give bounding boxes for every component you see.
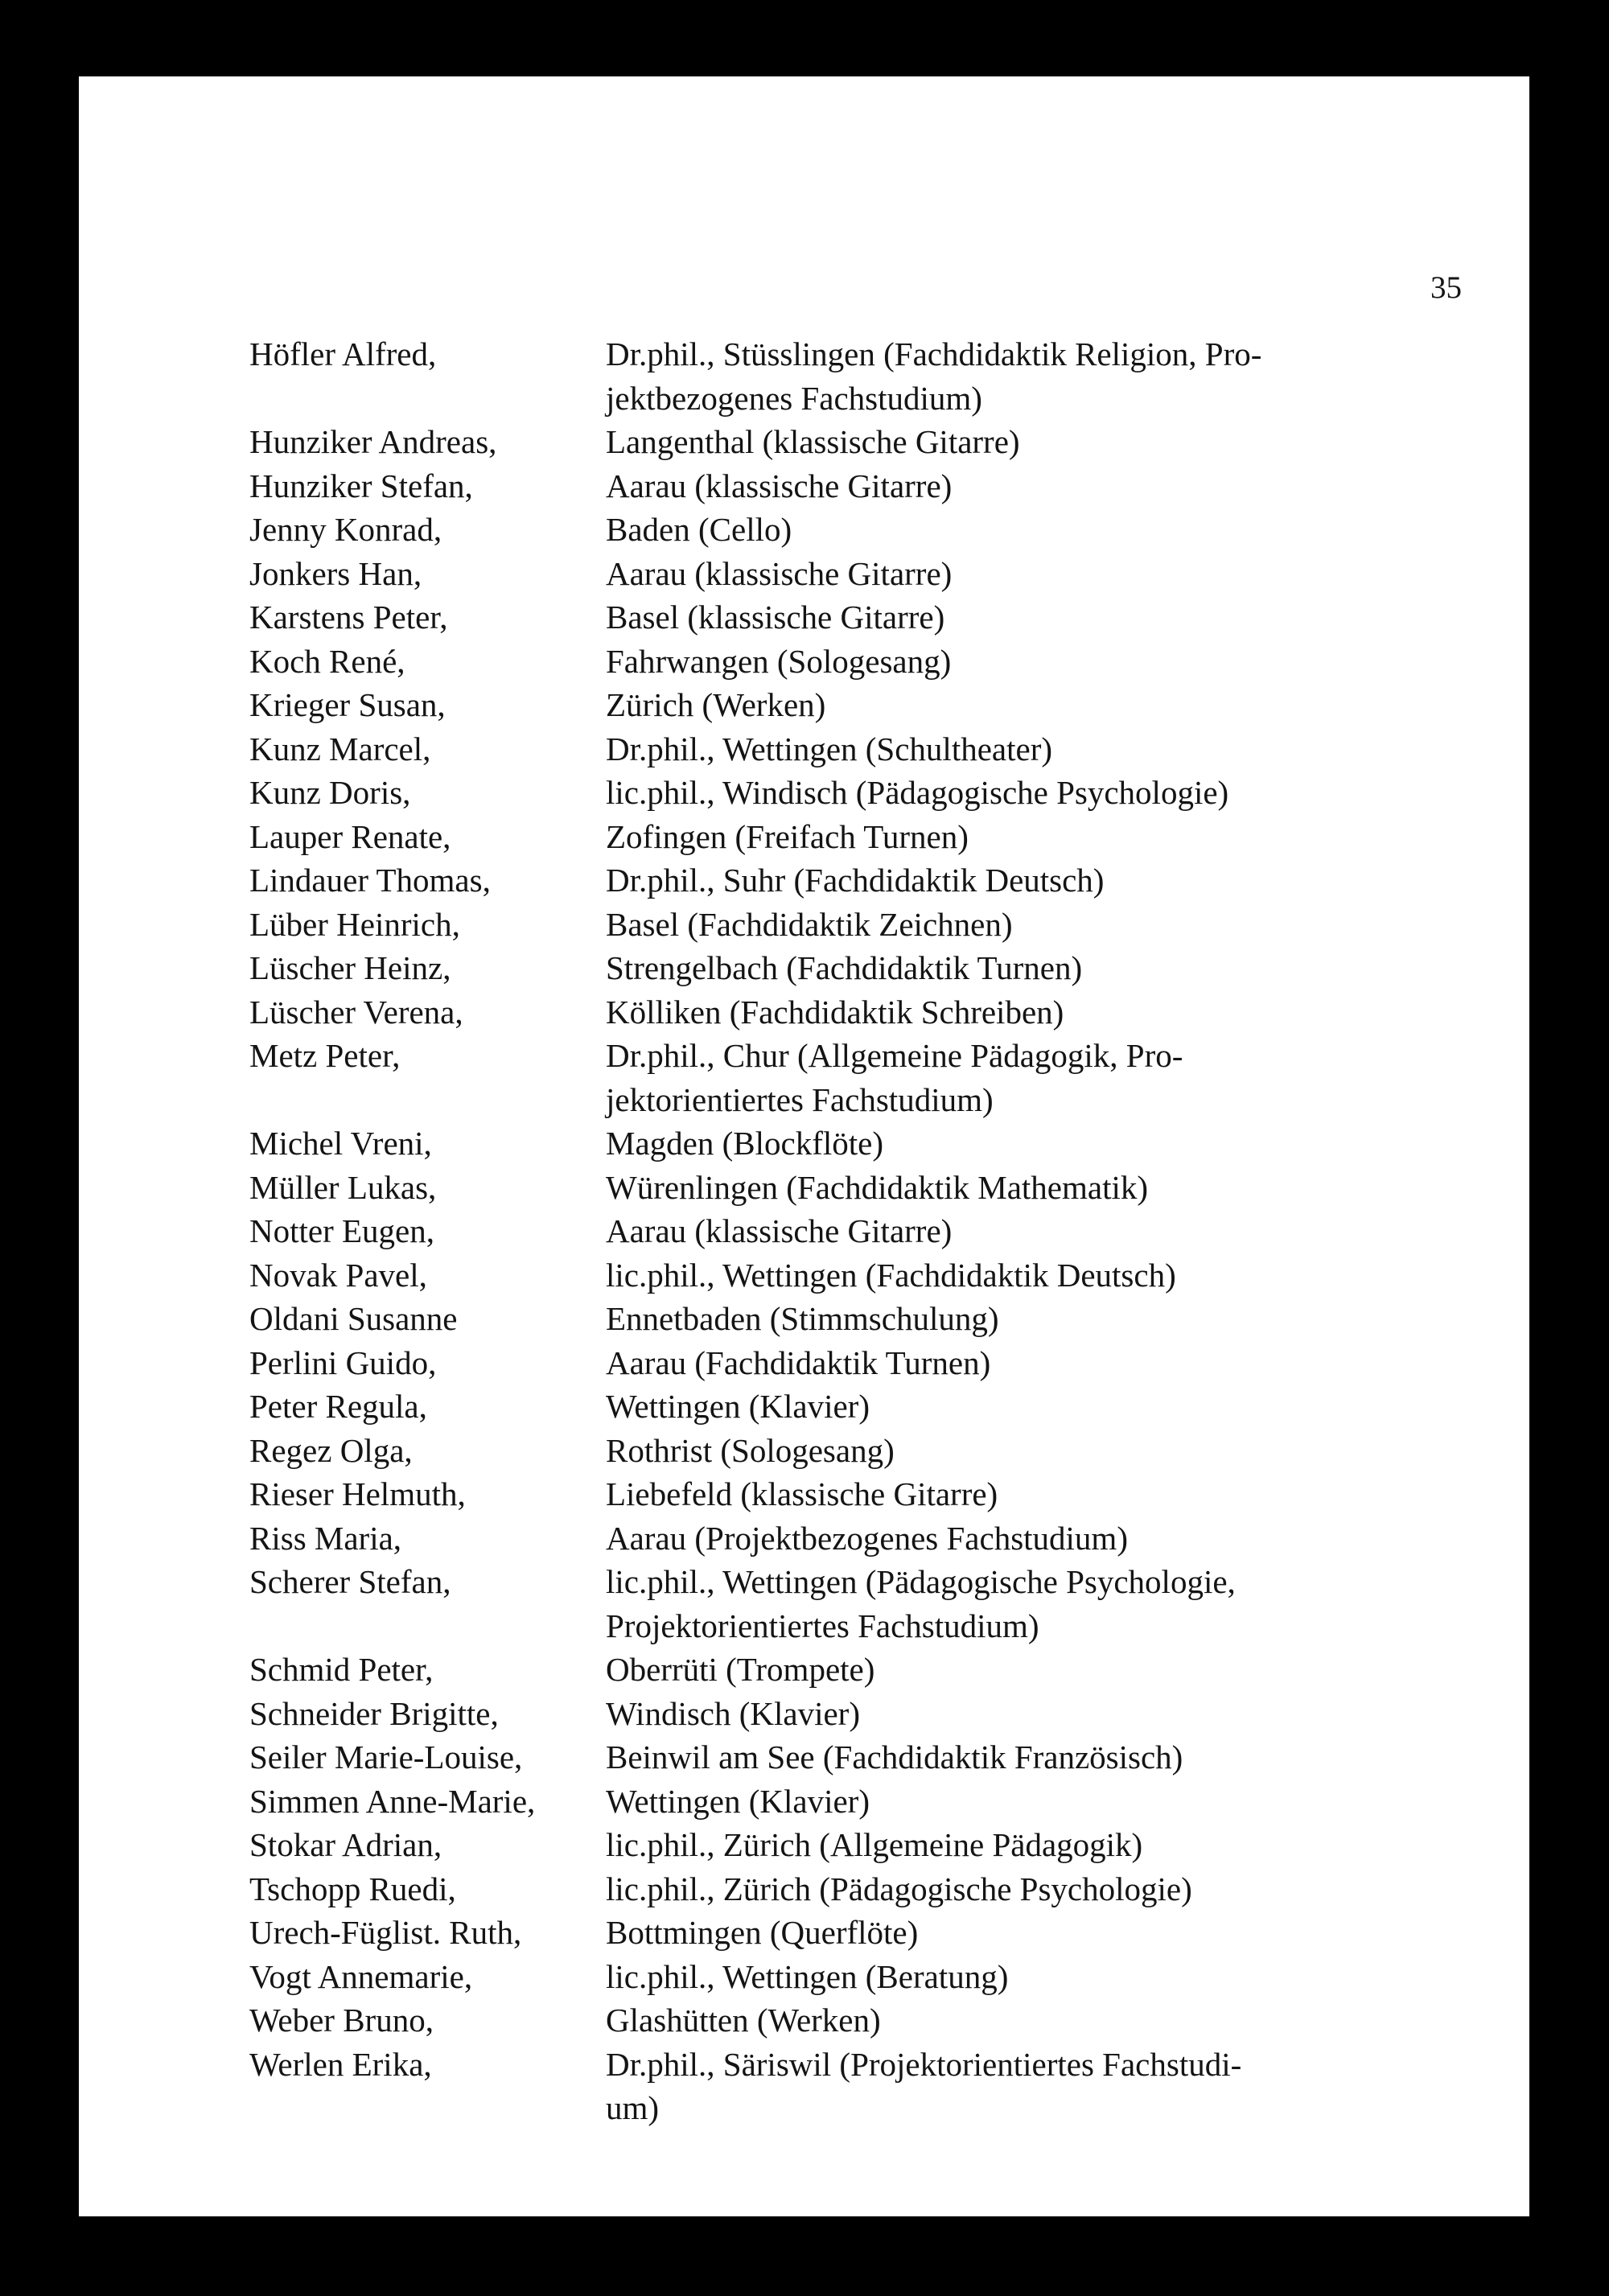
list-item [249, 1780, 1456, 1824]
description-line: Kölliken (Fachdidaktik Schreiben) [606, 993, 1064, 1031]
description-line: jektorientiertes Fachstudium) [606, 1080, 994, 1118]
person-description [606, 815, 1456, 859]
person-description [606, 1735, 1456, 1780]
description-line: lic.phil., Zürich (Allgemeine Pädagogik) [606, 1826, 1143, 1863]
person-name: Höfler Alfred, [249, 335, 437, 372]
description-line: Magden (Blockflöte) [606, 1125, 883, 1162]
person-description [606, 332, 1456, 420]
person-description [606, 1955, 1456, 1999]
description-line: Zofingen (Freifach Turnen) [606, 817, 969, 855]
list-item [249, 771, 1456, 815]
list-item [249, 815, 1456, 859]
person-description [606, 508, 1456, 552]
person-name: Schmid Peter, [249, 1651, 434, 1688]
person-description [606, 552, 1456, 596]
person-description [606, 1297, 1456, 1341]
person-name: Kunz Marcel, [249, 730, 431, 767]
list-item [249, 1516, 1456, 1561]
description-line: Baden (Cello) [606, 511, 792, 548]
person-description [606, 946, 1456, 990]
list-item [249, 1648, 1456, 1692]
list-item [249, 640, 1456, 684]
document-page [79, 76, 1529, 2216]
list-item [249, 332, 1456, 420]
description-line: Projektorientiertes Fachstudium) [606, 1607, 1039, 1644]
person-description [606, 1034, 1456, 1121]
list-item [249, 2043, 1456, 2130]
person-name: Jonkers Han, [249, 554, 422, 592]
person-name: Kunz Doris, [249, 774, 411, 811]
list-item [249, 1209, 1456, 1253]
person-name: Scherer Stefan, [249, 1563, 451, 1600]
person-name: Hunziker Andreas, [249, 423, 497, 460]
person-name: Lüber Heinrich, [249, 905, 460, 943]
description-line: Wettingen (Klavier) [606, 1388, 870, 1425]
description-line: Zürich (Werken) [606, 686, 826, 723]
description-line: Beinwil am See (Fachdidaktik Französisch) [606, 1738, 1183, 1775]
list-item [249, 903, 1456, 947]
description-line: Würenlingen (Fachdidaktik Mathematik) [606, 1168, 1149, 1206]
description-line: lic.phil., Wettingen (Beratung) [606, 1957, 1009, 1995]
person-name: Urech-Füglist. Ruth, [249, 1914, 522, 1951]
description-line: Glashütten (Werken) [606, 2002, 881, 2039]
person-description [606, 1341, 1456, 1385]
list-item [249, 1823, 1456, 1867]
description-line: jektbezogenes Fachstudium) [606, 379, 982, 417]
description-line: Dr.phil., Säriswil (Projektorientiertes Fachstudi- [606, 2045, 1242, 2083]
description-line: lic.phil., Wettingen (Pädagogische Psychologie, [606, 1563, 1236, 1600]
person-name: Michel Vreni, [249, 1125, 432, 1162]
person-description [606, 1692, 1456, 1736]
person-name: Krieger Susan, [249, 686, 446, 723]
person-name: Müller Lukas, [249, 1168, 437, 1206]
description-line: Dr.phil., Chur (Allgemeine Pädagogik, Pro- [606, 1037, 1183, 1074]
list-item [249, 1121, 1456, 1166]
description-line: Liebefeld (klassische Gitarre) [606, 1475, 998, 1512]
person-name: Perlini Guido, [249, 1343, 437, 1381]
person-description [606, 1998, 1456, 2043]
person-description [606, 2043, 1456, 2130]
person-description [606, 595, 1456, 640]
person-name: Weber Bruno, [249, 2002, 434, 2039]
person-description [606, 683, 1456, 727]
person-name: Simmen Anne-Marie, [249, 1782, 536, 1820]
description-line: Basel (klassische Gitarre) [606, 599, 945, 636]
description-line: Aarau (klassische Gitarre) [606, 467, 953, 504]
entry-list [249, 332, 1456, 2130]
person-description [606, 1472, 1456, 1516]
description-line: um) [606, 2089, 660, 2126]
person-name: Seiler Marie-Louise, [249, 1738, 523, 1775]
list-item [249, 1429, 1456, 1473]
description-line: Fahrwangen (Sologesang) [606, 642, 952, 680]
person-description [606, 990, 1456, 1035]
list-item [249, 1735, 1456, 1780]
person-name: Koch René, [249, 642, 405, 680]
list-item [249, 1911, 1456, 1955]
list-item [249, 1998, 1456, 2043]
person-name: Oldani Susanne [249, 1300, 458, 1337]
list-item [249, 1297, 1456, 1341]
description-line: Dr.phil., Suhr (Fachdidaktik Deutsch) [606, 862, 1105, 899]
list-item [249, 1341, 1456, 1385]
person-description [606, 1166, 1456, 1210]
list-item [249, 552, 1456, 596]
list-item [249, 946, 1456, 990]
description-line: Wettingen (Klavier) [606, 1782, 870, 1820]
person-name: Hunziker Stefan, [249, 467, 473, 504]
description-line: Aarau (klassische Gitarre) [606, 1212, 953, 1249]
person-name: Peter Regula, [249, 1388, 427, 1425]
person-description [606, 771, 1456, 815]
list-item [249, 464, 1456, 508]
person-description [606, 1648, 1456, 1692]
person-description [606, 727, 1456, 772]
description-line: Dr.phil., Wettingen (Schultheater) [606, 730, 1053, 767]
list-item [249, 1385, 1456, 1429]
person-name: Stokar Adrian, [249, 1826, 442, 1863]
description-line: Aarau (Fachdidaktik Turnen) [606, 1343, 991, 1381]
person-description [606, 1823, 1456, 1867]
person-name: Tschopp Ruedi, [249, 1870, 456, 1907]
person-name: Metz Peter, [249, 1037, 401, 1074]
list-item [249, 595, 1456, 640]
person-description [606, 464, 1456, 508]
person-description [606, 640, 1456, 684]
list-item [249, 1034, 1456, 1121]
list-item [249, 1955, 1456, 1999]
person-description [606, 1121, 1456, 1166]
person-name: Vogt Annemarie, [249, 1957, 473, 1995]
person-name: Lüscher Verena, [249, 993, 463, 1031]
person-name: Riss Maria, [249, 1519, 402, 1557]
list-item [249, 1867, 1456, 1911]
description-line: Windisch (Klavier) [606, 1694, 860, 1732]
list-item [249, 1692, 1456, 1736]
person-description [606, 858, 1456, 903]
person-name: Werlen Erika, [249, 2045, 432, 2083]
person-description [606, 1867, 1456, 1911]
person-name: Novak Pavel, [249, 1256, 427, 1294]
list-item [249, 683, 1456, 727]
description-line: Ennetbaden (Stimmschulung) [606, 1300, 999, 1337]
page-number: 35 [1430, 270, 1462, 305]
list-item [249, 1253, 1456, 1298]
person-description [606, 1780, 1456, 1824]
description-line: Aarau (klassische Gitarre) [606, 554, 953, 592]
person-description [606, 903, 1456, 947]
description-line: Oberrüti (Trompete) [606, 1651, 875, 1688]
person-name: Notter Eugen, [249, 1212, 434, 1249]
description-line: Bottmingen (Querflöte) [606, 1914, 919, 1951]
list-item [249, 1560, 1456, 1648]
person-name: Regez Olga, [249, 1431, 413, 1469]
list-item [249, 1472, 1456, 1516]
list-item [249, 1166, 1456, 1210]
person-name: Lauper Renate, [249, 817, 451, 855]
person-name: Jenny Konrad, [249, 511, 442, 548]
person-name: Lindauer Thomas, [249, 862, 491, 899]
person-description [606, 1253, 1456, 1298]
person-description [606, 1429, 1456, 1473]
description-line: Strengelbach (Fachdidaktik Turnen) [606, 949, 1083, 986]
person-name: Rieser Helmuth, [249, 1475, 466, 1512]
list-item [249, 508, 1456, 552]
person-description [606, 1911, 1456, 1955]
person-description [606, 1516, 1456, 1561]
description-line: lic.phil., Zürich (Pädagogische Psychologie) [606, 1870, 1192, 1907]
description-line: lic.phil., Wettingen (Fachdidaktik Deutsch) [606, 1256, 1176, 1294]
description-line: Aarau (Projektbezogenes Fachstudium) [606, 1519, 1128, 1557]
person-description [606, 1209, 1456, 1253]
person-description [606, 1560, 1456, 1648]
person-name: Schneider Brigitte, [249, 1694, 499, 1732]
description-line: lic.phil., Windisch (Pädagogische Psychologie) [606, 774, 1229, 811]
person-description [606, 420, 1456, 464]
description-line: Basel (Fachdidaktik Zeichnen) [606, 905, 1013, 943]
list-item [249, 990, 1456, 1035]
person-name: Karstens Peter, [249, 599, 448, 636]
description-line: Rothrist (Sologesang) [606, 1431, 895, 1469]
list-item [249, 858, 1456, 903]
person-description [606, 1385, 1456, 1429]
list-item [249, 727, 1456, 772]
description-line: Dr.phil., Stüsslingen (Fachdidaktik Religion, Pro- [606, 335, 1262, 372]
person-name: Lüscher Heinz, [249, 949, 451, 986]
description-line: Langenthal (klassische Gitarre) [606, 423, 1020, 460]
list-item [249, 420, 1456, 464]
